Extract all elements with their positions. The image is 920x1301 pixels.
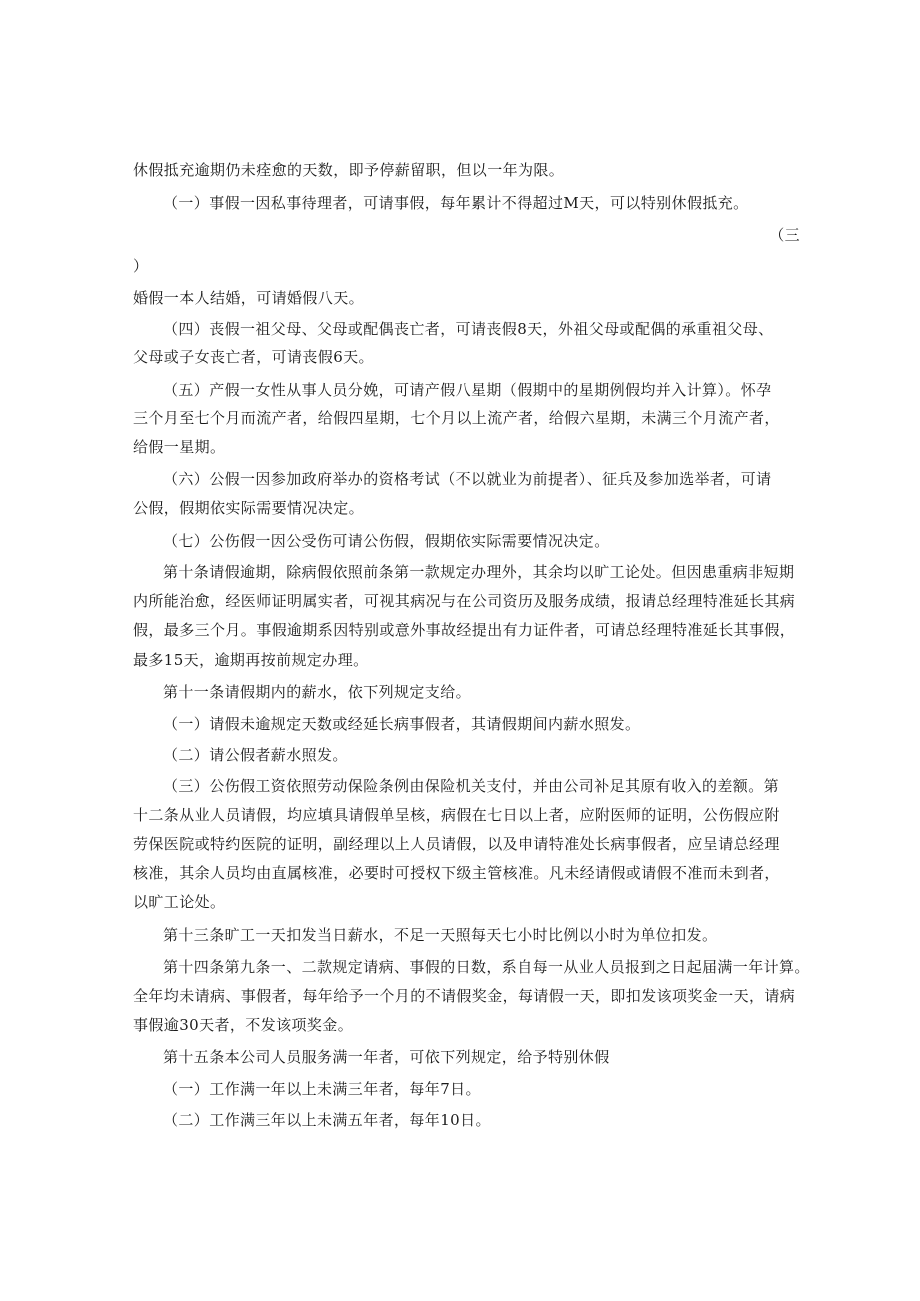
text-line: 父母或子女丧亡者，可请丧假6天。 bbox=[133, 348, 374, 366]
text-line: （二）请公假者薪水照发。 bbox=[163, 746, 348, 764]
text-line: （二）工作满三年以上未满五年者，每年10日。 bbox=[163, 1111, 491, 1129]
text-line: 第十三条旷工一天扣发当日薪水，不足一天照每天七小时比例以小时为单位扣发。 bbox=[163, 926, 718, 944]
text-line: 以旷工论处。 bbox=[133, 893, 226, 911]
text-line: 劳保医院或特约医院的证明，副经理以上人员请假，以及申请特准处长病事假者，应呈请总经理 bbox=[133, 835, 780, 853]
text-line: （三）公伤假工资依照劳动保险条例由保险机关支付，并由公司补足其原有收入的差额。第 bbox=[163, 777, 780, 795]
text-line: 第十四条第九条一、二款规定请病、事假的日数，系自每一从业人员报到之日起届满一年计算。 bbox=[163, 958, 810, 976]
text-line: 假，最多三个月。事假逾期系因特别或意外事故经提出有力证件者，可请总经理特准延长其事假， bbox=[133, 621, 796, 639]
text-line: 公假，假期依实际需要情况决定。 bbox=[133, 499, 365, 517]
text-line: 事假逾30天者，不发该项奖金。 bbox=[133, 1016, 354, 1034]
text-line: 第十五条本公司人员服务满一年者，可依下列规定，给予特别休假 bbox=[163, 1048, 610, 1066]
text-line: （一）事假一因私事待理者，可请事假，每年累计不得超过M天，可以特别休假抵充。 bbox=[163, 194, 749, 212]
text-line: 第十一条请假期内的薪水，依下列规定支给。 bbox=[163, 683, 472, 701]
text-line: （四）丧假一祖父母、父母或配偶丧亡者，可请丧假8天，外祖父母或配偶的承重祖父母、 bbox=[163, 320, 774, 338]
text-line: （七）公伤假一因公受伤可请公伤假，假期依实际需要情况决定。 bbox=[163, 532, 610, 550]
text-line: 内所能治愈，经医师证明属实者，可视其病况与在公司资历及服务成绩，报请总经理特准延长其病 bbox=[133, 592, 796, 610]
text-line: ） bbox=[133, 257, 149, 275]
text-line: （五）产假一女性从事人员分娩，可请产假八星期（假期中的星期例假均并入计算）。怀孕 bbox=[163, 381, 772, 399]
text-line: 第十条请假逾期，除病假依照前条第一款规定办理外，其余均以旷工论处。但因患重病非短期 bbox=[163, 563, 795, 581]
text-line: 婚假一本人结婚，可请婚假八天。 bbox=[133, 289, 365, 307]
text-line: 核准，其余人员均由直属核准，必要时可授权下级主管核准。凡未经请假或请假不准而未到者， bbox=[133, 864, 780, 882]
text-line: 给假一星期。 bbox=[133, 438, 226, 456]
text-line: 休假抵充逾期仍未痊愈的天数，即予停薪留职，但以一年为限。 bbox=[133, 161, 565, 179]
text-line: 十二条从业人员请假，均应填具请假单呈核，病假在七日以上者，应附医师的证明，公伤假应附 bbox=[133, 806, 780, 824]
text-line: 三个月至七个月而流产者，给假四星期，七个月以上流产者，给假六星期，未满三个月流产者， bbox=[133, 409, 780, 427]
text-line: （三 bbox=[769, 226, 800, 244]
text-line: （一）请假未逾规定天数或经延长病事假者，其请假期间内薪水照发。 bbox=[163, 715, 641, 733]
text-line: 最多15天，逾期再按前规定办理。 bbox=[133, 651, 369, 669]
text-line: （一）工作满一年以上未满三年者，每年7日。 bbox=[163, 1080, 481, 1098]
text-line: （六）公假一因参加政府举办的资格考试（不以就业为前提者）、征兵及参加选举者，可请 bbox=[163, 470, 772, 488]
text-line: 全年均未请病、事假者，每年给予一个月的不请假奖金，每请假一天，即扣发该项奖金一天，请病 bbox=[133, 987, 796, 1005]
